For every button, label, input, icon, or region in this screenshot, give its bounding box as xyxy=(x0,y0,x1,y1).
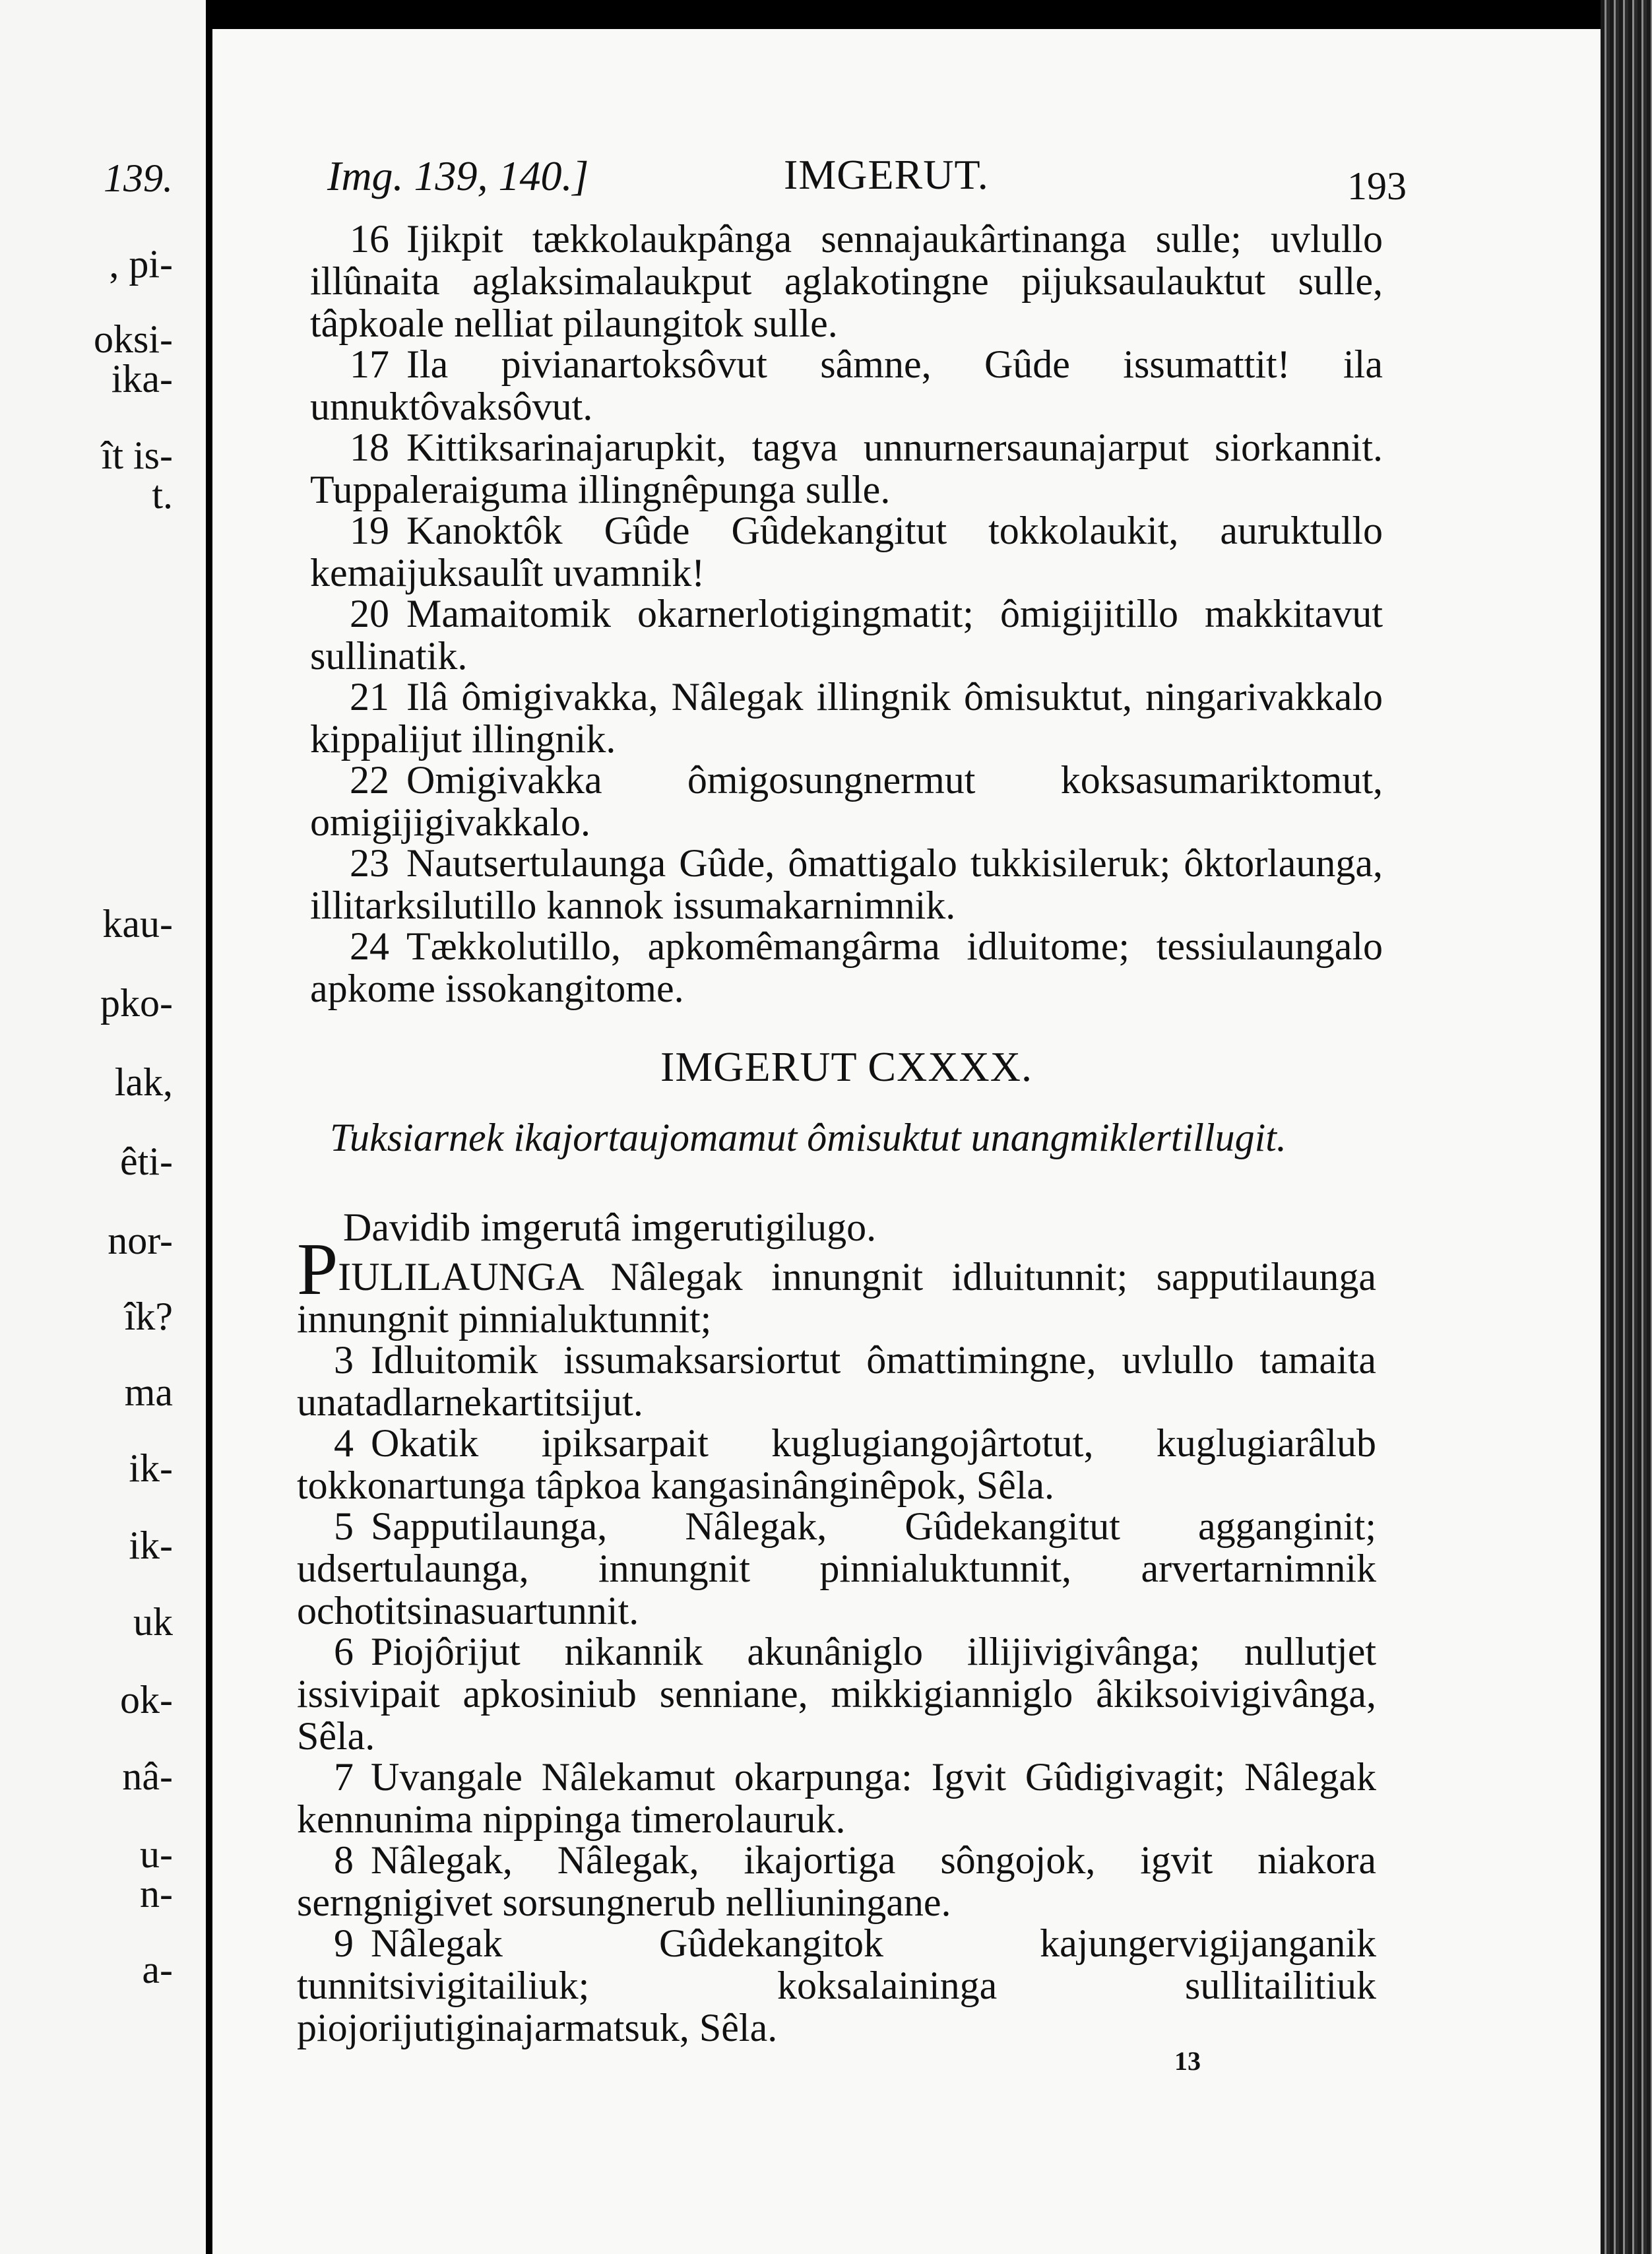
left-page-line: uk xyxy=(133,1600,173,1644)
verse-number: 24 xyxy=(350,924,389,968)
left-page-line: nor- xyxy=(108,1219,173,1262)
left-page-line: lak, xyxy=(114,1060,173,1104)
verse-1-smallcaps: IULILAUNGA xyxy=(338,1255,583,1299)
verse xyxy=(310,593,1383,677)
verse xyxy=(310,842,1383,926)
header-reference: Img. 139, 140.] xyxy=(327,152,589,199)
verse-number: 7 xyxy=(334,1755,354,1799)
left-page-line: oksi- xyxy=(94,317,173,361)
verse xyxy=(310,509,1383,594)
verse xyxy=(297,1756,1376,1840)
verse-text: Nâlegak Gûdekangitok kajungervigijanganik tunnitsivigitailiuk; koksalaininga sullitailitiuk piojorijutiginajarmatsuk, Sêla. xyxy=(297,1921,1376,2049)
verse xyxy=(310,218,1383,344)
running-header xyxy=(327,146,1407,206)
book-spine xyxy=(1601,0,1652,2254)
header-title: IMGERUT. xyxy=(784,151,989,198)
verse xyxy=(297,1630,1376,1757)
drop-cap: P xyxy=(297,1229,338,1310)
verse-text: Ilâ ômigivakka, Nâlegak illingnik ômisuktut, ningarivakkalo kippalijut illingnik. xyxy=(310,675,1383,761)
verse-text: Nâlegak, Nâlegak, ikajortiga sôngojok, igvit niakora serngnigivet sorsungnerub nelliuningane. xyxy=(297,1838,1376,1924)
verse-text: Tækkolutillo, apkomêmangârma idluitome; tessiulaungalo apkome issokangitome. xyxy=(310,924,1383,1010)
left-page-line: u- xyxy=(140,1832,173,1876)
verse xyxy=(297,1505,1376,1632)
verse-number: 6 xyxy=(334,1630,354,1673)
left-page-line: nâ- xyxy=(122,1755,173,1798)
left-page-line: t. xyxy=(152,473,173,517)
verse-text: Omigivakka ômigosungnermut koksasumariktomut, omigijigivakkalo. xyxy=(310,758,1383,844)
verse-text: Sapputilaunga, Nâlegak, Gûdekangitut agganginit; udsertulaunga, innungnit pinnialuktunnit, arvertarnimnik ochotitsinasuartunnit. xyxy=(297,1504,1376,1632)
left-page-line: êti- xyxy=(120,1140,173,1183)
verse-text: Nautsertulaunga Gûde, ômattigalo tukkisileruk; ôktorlaunga, illitarksilutillo kannok issumakarnimnik. xyxy=(310,841,1383,927)
psalm-attribution: Davidib imgerutâ imgerutigilugo. xyxy=(343,1206,877,1249)
verse-text: Ila pivianartoksôvut sâmne, Gûde issumattit! ila unnuktôvaksôvut. xyxy=(310,342,1383,428)
verse-text: Ijikpit tækkolaukpânga sennajaukârtinanga sulle; uvlullo illûnaita aglaksimalaukput aglakotingne pijuksaulauktut sulle, tâpkoale nelliat pilaungitok sulle. xyxy=(310,217,1383,345)
verse-number: 23 xyxy=(350,841,389,885)
left-page-line: a- xyxy=(142,1948,173,1991)
verse xyxy=(310,925,1383,1010)
left-page-line: îk? xyxy=(124,1295,173,1338)
verse xyxy=(310,676,1383,760)
verse-text: Piojôrijut nikannik akunâniglo illijivigivânga; nullutjet issivipait apkosiniub senniane, mikkigianniglo âkiksoivigivânga, Sêla. xyxy=(297,1630,1376,1758)
verse-text: Kittiksarinajarupkit, tagva unnurnersaunajarput siorkannit. Tuppaleraiguma illingnêpunga sulle. xyxy=(310,426,1383,511)
left-page-line: ik- xyxy=(129,1524,173,1567)
left-page-line: ika- xyxy=(111,357,173,401)
verse xyxy=(297,1922,1376,2049)
verse-number: 19 xyxy=(350,509,389,552)
verse-1 xyxy=(297,1229,1376,1341)
page-number: 193 xyxy=(1347,164,1407,208)
signature-mark: 13 xyxy=(1174,2046,1201,2076)
verse-number: 18 xyxy=(350,426,389,469)
verses-bottom xyxy=(297,1229,1376,2049)
psalm-title: IMGERUT CXXXX. xyxy=(660,1043,1032,1090)
left-page-line: pko- xyxy=(100,981,173,1025)
verse xyxy=(310,759,1383,843)
left-page-line: 139. xyxy=(104,156,173,200)
left-page-fragment xyxy=(0,0,206,2254)
verse-number: 22 xyxy=(350,758,389,802)
verse xyxy=(297,1839,1376,1923)
left-page-line: n- xyxy=(140,1872,173,1916)
left-page-line: ik- xyxy=(129,1446,173,1490)
verse-number: 9 xyxy=(334,1921,354,1965)
left-page-line: ma xyxy=(124,1370,173,1414)
verses-top xyxy=(310,218,1383,1008)
verse xyxy=(297,1422,1376,1506)
psalm-subtitle: Tuksiarnek ikajortaujomamut ômisuktut unangmiklertillugit. xyxy=(330,1116,1287,1159)
verse-text: Okatik ipiksarpait kuglugiangojârtotut, kuglugiarâlub tokkonartunga tâpkoa kangasinânginêpok, Sêla. xyxy=(297,1421,1376,1507)
verse-number: 21 xyxy=(350,675,389,719)
verse-number: 20 xyxy=(350,592,389,635)
verse-text: Kanoktôk Gûde Gûdekangitut tokkolaukit, auruktullo kemaijuksaulît uvamnik! xyxy=(310,509,1383,595)
verse-number: 8 xyxy=(334,1838,354,1882)
verse-number: 16 xyxy=(350,217,389,261)
verse xyxy=(310,343,1383,428)
verse-number: 4 xyxy=(334,1421,354,1465)
verse-text: Idluitomik issumaksarsiortut ômattimingne, uvlullo tamaita unatadlarnekartitsijut. xyxy=(297,1338,1376,1424)
left-page-line: , pi- xyxy=(109,242,173,286)
verse-1-text: Nâlegak innungnit idluitunnit; sapputilaunga innungnit pinnialuktunnit; xyxy=(297,1255,1376,1341)
verse-number: 17 xyxy=(350,342,389,386)
verse xyxy=(297,1339,1376,1423)
verse-text: Mamaitomik okarnerlotigingmatit; ômigijitillo makkitavut sullinatik. xyxy=(310,592,1383,678)
verse xyxy=(310,426,1383,511)
left-page-line: ît is- xyxy=(101,434,173,477)
left-page-line: kau- xyxy=(102,902,173,946)
verse-text: Uvangale Nâlekamut okarpunga: Igvit Gûdigivagit; Nâlegak kennunima nippinga timerolauruk. xyxy=(297,1755,1376,1841)
left-page-line: ok- xyxy=(120,1678,173,1722)
verse-number: 3 xyxy=(334,1338,354,1382)
verse-number: 5 xyxy=(334,1504,354,1548)
